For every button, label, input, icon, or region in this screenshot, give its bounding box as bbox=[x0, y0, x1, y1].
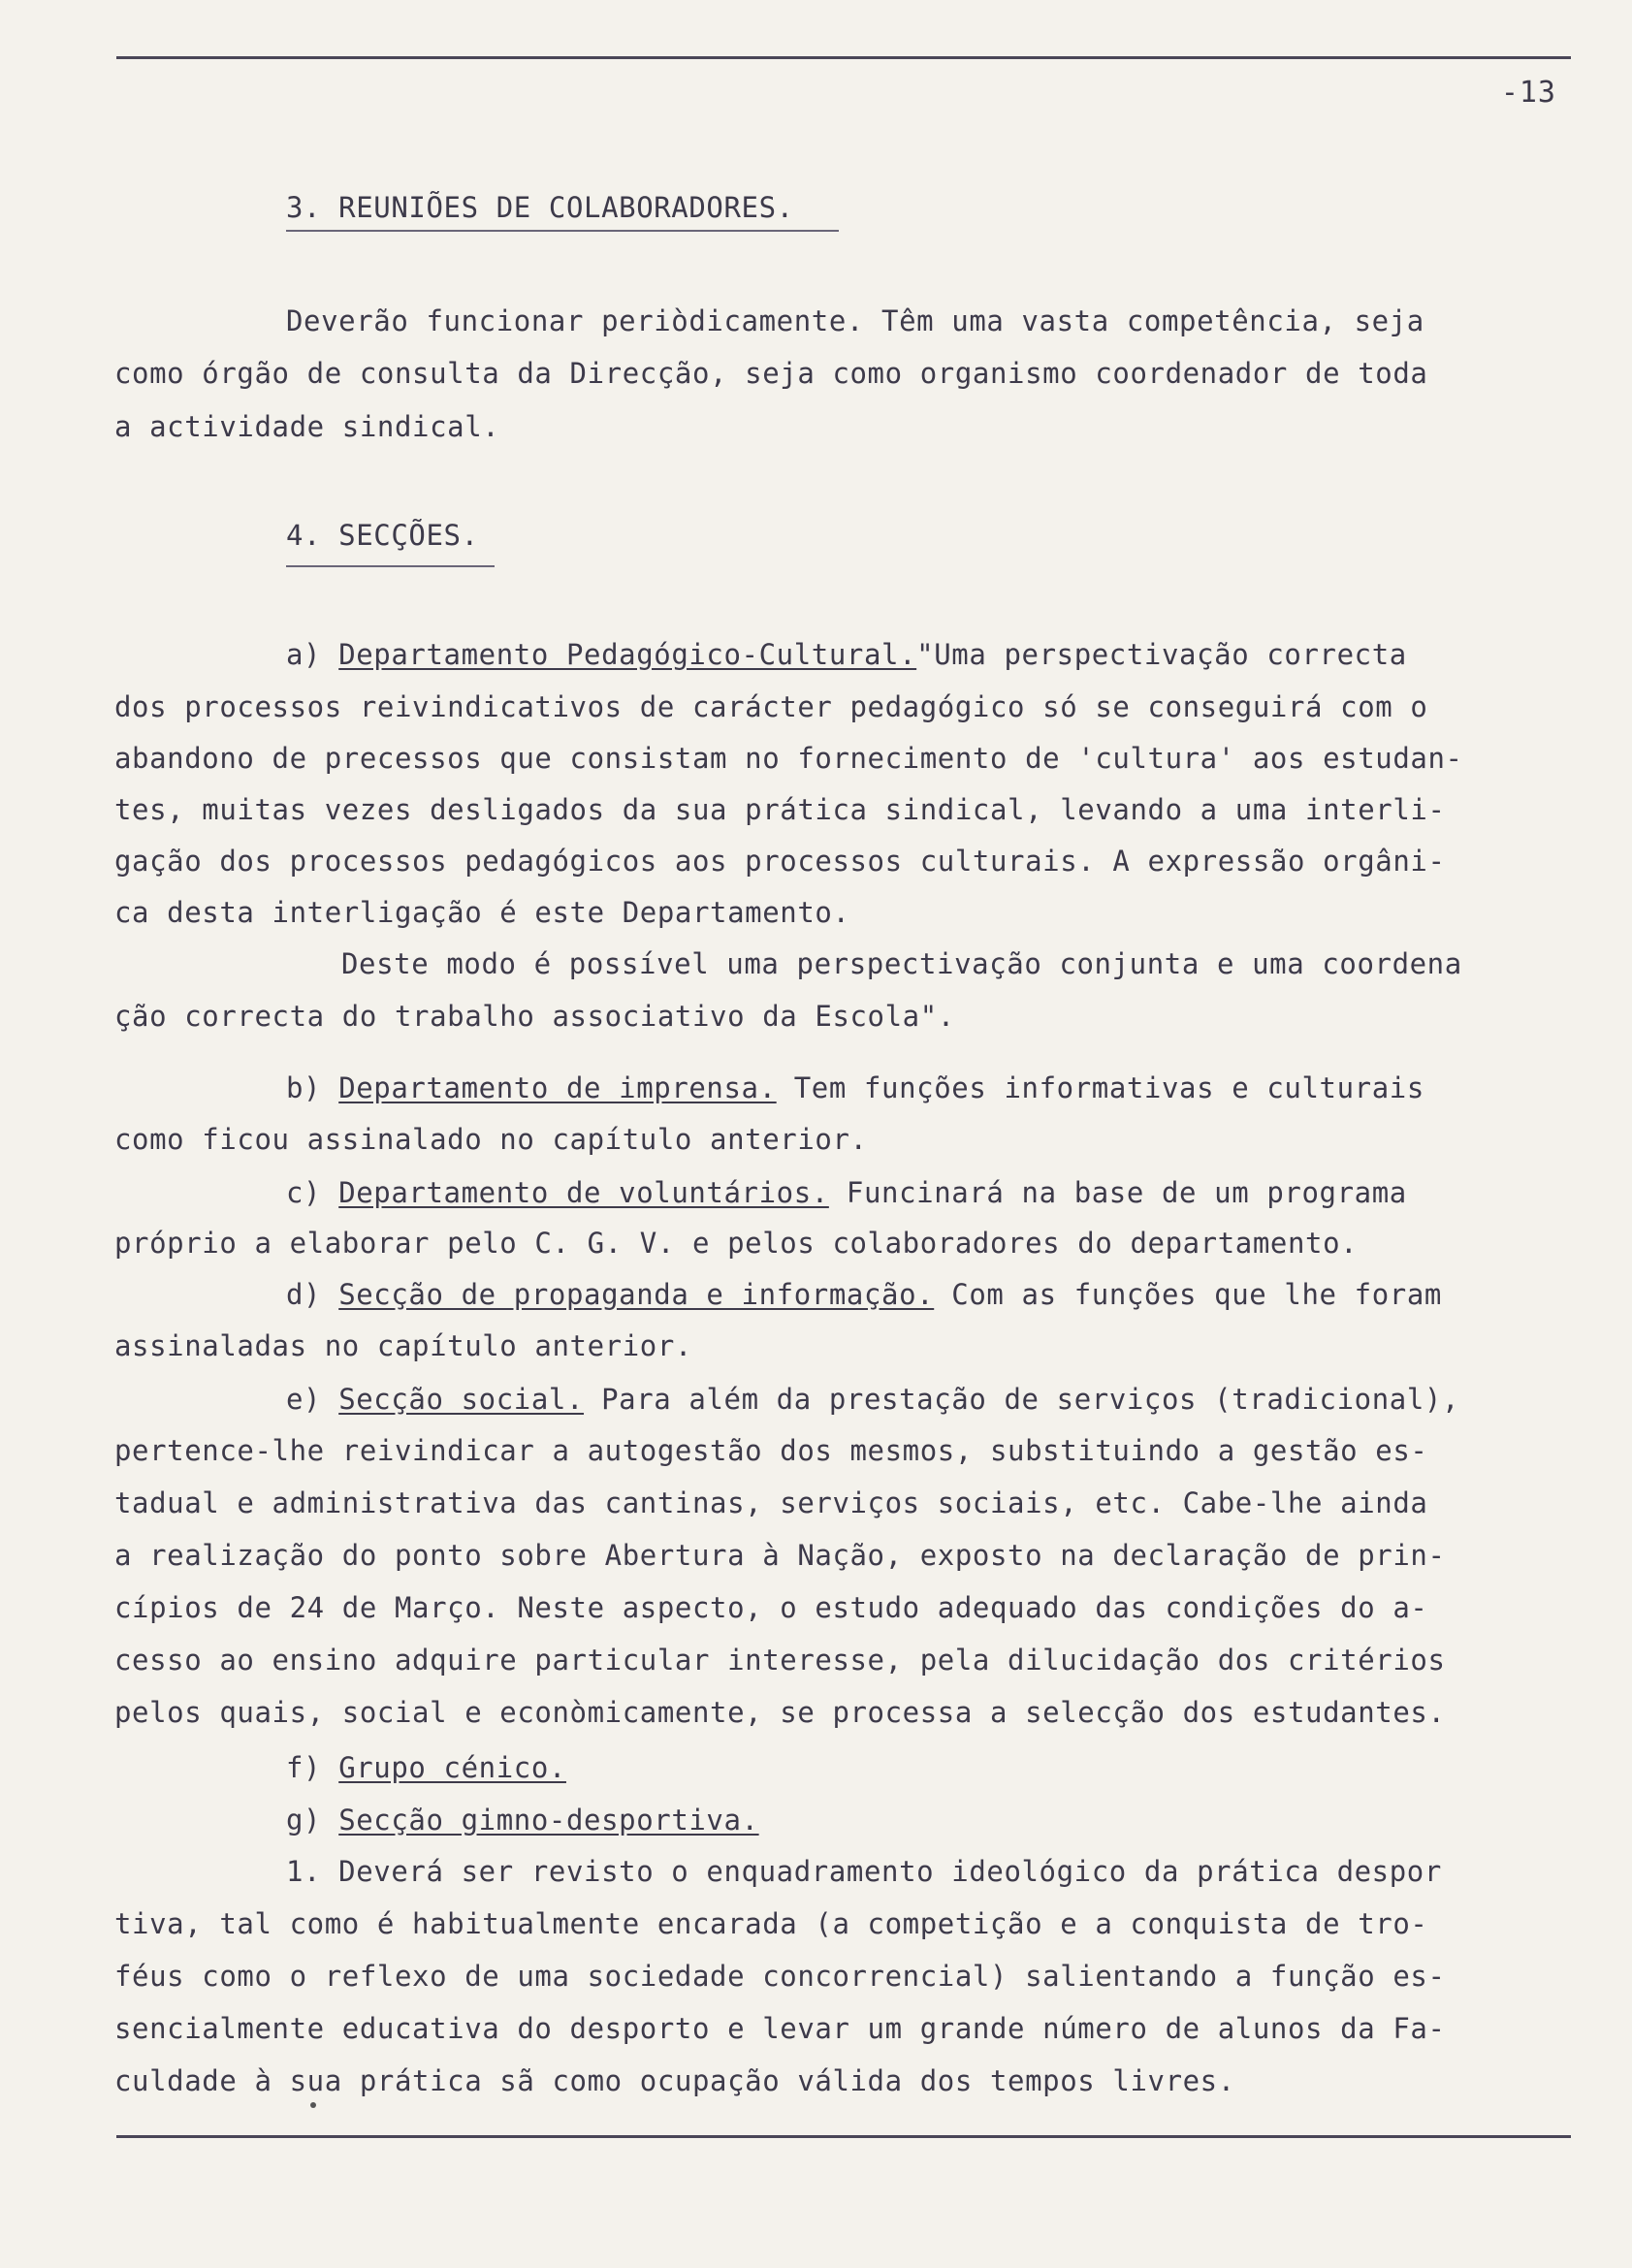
item-b-line: como ficou assinalado no capítulo anterior. bbox=[114, 1123, 868, 1156]
item-c-title: Departamento de voluntários. bbox=[338, 1176, 829, 1209]
item-a-line: ção correcta do trabalho associativo da Escola". bbox=[114, 1000, 955, 1033]
item-a-line: gação dos processos pedagógicos aos processos culturais. A expressão orgâni- bbox=[114, 845, 1446, 878]
section-4-heading: 4. SECÇÕES. bbox=[286, 519, 479, 552]
section-3-line: como órgão de consulta da Direcção, seja como organismo coordenador de toda bbox=[114, 357, 1428, 390]
item-a-title: Departamento Pedagógico-Cultural. bbox=[338, 638, 917, 671]
item-c-line: c) Departamento de voluntários. Funcinará na base de um programa bbox=[286, 1176, 1407, 1209]
section-3-line: a actividade sindical. bbox=[114, 410, 500, 443]
item-g-line: 1. Deverá ser revisto o enquadramento ideológico da prática despor bbox=[286, 1855, 1442, 1888]
item-a-line: abandono de precessos que consistam no fornecimento de 'cultura' aos estudan- bbox=[114, 742, 1463, 775]
item-b-title: Departamento de imprensa. bbox=[338, 1071, 777, 1104]
item-g-line: culdade à sua prática sã como ocupação válida dos tempos livres. bbox=[114, 2064, 1235, 2097]
item-e-line: cípios de 24 de Março. Neste aspecto, o estudo adequado das condições do a- bbox=[114, 1591, 1428, 1624]
item-d-line: assinaladas no capítulo anterior. bbox=[114, 1329, 692, 1362]
item-e-line: e) Secção social. Para além da prestação de serviços (tradicional), bbox=[286, 1383, 1460, 1416]
item-b-line: b) Departamento de imprensa. Tem funções informativas e culturais bbox=[286, 1071, 1424, 1104]
section-3-line: Deverão funcionar periòdicamente. Têm uma vasta competência, seja bbox=[286, 304, 1424, 337]
item-a-line: Deste modo é possível uma perspectivação conjunta e uma coordena bbox=[341, 947, 1462, 980]
item-g-line: sencialmente educativa do desporto e levar um grande número de alunos da Fa- bbox=[114, 2012, 1446, 2045]
item-a-line: a) Departamento Pedagógico-Cultural."Uma perspectivação correcta bbox=[286, 638, 1407, 671]
item-g-line: tiva, tal como é habitualmente encarada (a competição e a conquista de tro- bbox=[114, 1907, 1428, 1940]
item-d-title: Secção de propaganda e informação. bbox=[338, 1278, 935, 1311]
item-e-title: Secção social. bbox=[338, 1383, 585, 1416]
item-f-title: Grupo cénico. bbox=[338, 1751, 566, 1784]
section-3-heading: 3. REUNIÕES DE COLABORADORES. bbox=[286, 191, 794, 224]
item-e-line: cesso ao ensino adquire particular interesse, pela dilucidação dos critérios bbox=[114, 1644, 1446, 1677]
stray-mark bbox=[310, 2102, 316, 2108]
item-c-line: próprio a elaborar pelo C. G. V. e pelos colaboradores do departamento. bbox=[114, 1227, 1359, 1260]
section-3-underline bbox=[286, 230, 839, 232]
item-e-line: pelos quais, social e econòmicamente, se processa a selecção dos estudantes. bbox=[114, 1696, 1446, 1729]
item-g-line: féus como o reflexo de uma sociedade concorrencial) salientando a função es- bbox=[114, 1960, 1446, 1993]
page-number: -13 bbox=[1500, 76, 1556, 110]
item-e-line: tadual e administrativa das cantinas, serviços sociais, etc. Cabe-lhe ainda bbox=[114, 1486, 1428, 1519]
item-e-line: pertence-lhe reivindicar a autogestão dos mesmos, substituindo a gestão es- bbox=[114, 1434, 1428, 1467]
section-4-underline bbox=[286, 565, 495, 567]
item-a-line: ca desta interligação é este Departamento. bbox=[114, 896, 850, 929]
item-g-title: Secção gimno-desportiva. bbox=[338, 1804, 759, 1837]
item-a-line: dos processos reivindicativos de carácter pedagógico só se conseguirá com o bbox=[114, 690, 1428, 723]
item-d-line: d) Secção de propaganda e informação. Com as funções que lhe foram bbox=[286, 1278, 1442, 1311]
item-f-line: f) Grupo cénico. bbox=[286, 1751, 566, 1784]
bottom-rule bbox=[116, 2135, 1571, 2138]
item-g-line: g) Secção gimno-desportiva. bbox=[286, 1804, 759, 1837]
top-rule bbox=[116, 56, 1571, 59]
item-e-line: a realização do ponto sobre Abertura à Nação, exposto na declaração de prin- bbox=[114, 1539, 1446, 1572]
item-a-line: tes, muitas vezes desligados da sua prática sindical, levando a uma interli- bbox=[114, 793, 1446, 826]
